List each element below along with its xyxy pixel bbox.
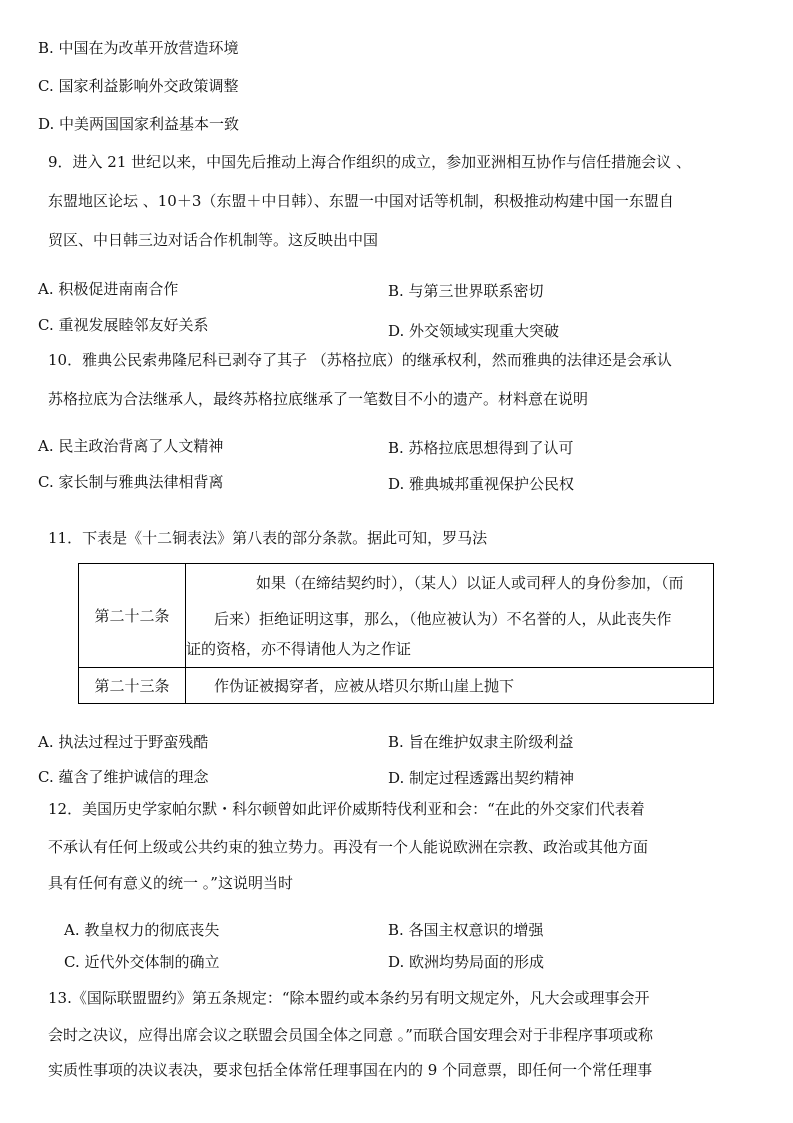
article-label: 第二十二条 — [94, 607, 170, 625]
law-table — [78, 563, 714, 704]
q12-stem-line-3: 具有任何有意义的统一 。”这说明当时 — [48, 874, 293, 892]
q12-stem-line-1: 12．美国历史学家帕尔默・科尔顿曾如此评价威斯特伐利亚和会：“在此的外交家们代表着 — [48, 800, 645, 818]
clause-text — [186, 566, 713, 666]
q8-option-d: D. 中美两国国家利益基本一致 — [38, 115, 240, 133]
clause-cell — [186, 564, 714, 668]
clause-cell — [186, 668, 714, 704]
q11-option-d: D. 制定过程透露出契约精神 — [388, 769, 575, 787]
q10-option-d: D. 雅典城邦重视保护公民权 — [388, 475, 575, 493]
q9-option-c: C. 重视发展睦邻友好关系 — [38, 316, 209, 334]
q12-option-b: B. 各国主权意识的增强 — [388, 921, 544, 939]
article-cell — [79, 668, 186, 704]
article-label: 第二十三条 — [94, 677, 170, 695]
q9-option-b: B. 与第三世界联系密切 — [388, 282, 544, 300]
table-row — [79, 564, 714, 668]
q10-option-c: C. 家长制与雅典法律相背离 — [38, 473, 224, 491]
table-row — [79, 668, 714, 704]
q11-stem: 11．下表是《十二铜表法》第八表的部分条款。据此可知，罗马法 — [48, 529, 488, 547]
q10-stem-line-1: 10．雅典公民索弗隆尼科已剥夺了其子 （苏格拉底）的继承权利，然而雅典的法律还是会承认 — [48, 351, 672, 369]
clause-line: 作伪证被揭穿者，应被从塔贝尔斯山崖上抛下 — [214, 676, 515, 695]
q12-option-c: C. 近代外交体制的确立 — [64, 953, 220, 971]
q11-option-b: B. 旨在维护奴隶主阶级利益 — [388, 733, 574, 751]
q13-stem-line-1: 13.《国际联盟盟约》第五条规定：“除本盟约或本条约另有明文规定外，凡大会或理事会开 — [48, 989, 650, 1007]
clause-line: 后来）拒绝证明这事，那么，（他应被认为）不名誉的人，从此丧失作 — [214, 609, 672, 628]
q10-option-b: B. 苏格拉底思想得到了认可 — [388, 439, 574, 457]
clause-line: 证的资格，亦不得请他人为之作证 — [186, 639, 412, 658]
q12-option-d: D. 欧洲均势局面的形成 — [388, 953, 545, 971]
q12-option-a: A. 教皇权力的彻底丧失 — [64, 921, 220, 939]
q8-option-c: C. 国家利益影响外交政策调整 — [38, 77, 239, 95]
q11-option-a: A. 执法过程过于野蛮残酷 — [38, 733, 209, 751]
clause-line: 如果（在缔结契约时），（某人）以证人或司秤人的身份参加，（而 — [256, 573, 684, 592]
q9-stem-line-3: 贸区、中日韩三边对话合作机制等。这反映出中国 — [48, 231, 379, 249]
q11-option-c: C. 蕴含了维护诚信的理念 — [38, 768, 209, 786]
q10-option-a: A. 民主政治背离了人文精神 — [38, 437, 224, 455]
q9-option-d: D. 外交领域实现重大突破 — [388, 322, 560, 340]
q9-stem-line-2: 东盟地区论坛 、10＋3（东盟＋中日韩）、东盟一中国对话等机制，积极推动构建中国一东盟自 — [48, 192, 674, 210]
q13-stem-line-3: 实质性事项的决议表决，要求包括全体常任理事国在内的 9 个同意票，即任何一个常任理事 — [48, 1061, 653, 1079]
q9-stem-line-1: 9．进入 21 世纪以来，中国先后推动上海合作组织的成立，参加亚洲相互协作与信任措施会议 、 — [48, 153, 691, 171]
article-cell — [79, 564, 186, 668]
q12-stem-line-2: 不承认有任何上级或公共约束的独立势力。再没有一个人能说欧洲在宗教、政治或其他方面 — [48, 838, 649, 856]
q10-stem-line-2: 苏格拉底为合法继承人，最终苏格拉底继承了一笔数目不小的遗产。材料意在说明 — [48, 390, 589, 408]
q8-option-b: B. 中国在为改革开放营造环境 — [38, 39, 239, 57]
q13-stem-line-2: 会时之决议，应得出席会议之联盟会员国全体之同意 。”而联合国安理会对于非程序事项或称 — [48, 1026, 653, 1044]
q9-option-a: A. 积极促进南南合作 — [38, 280, 179, 298]
